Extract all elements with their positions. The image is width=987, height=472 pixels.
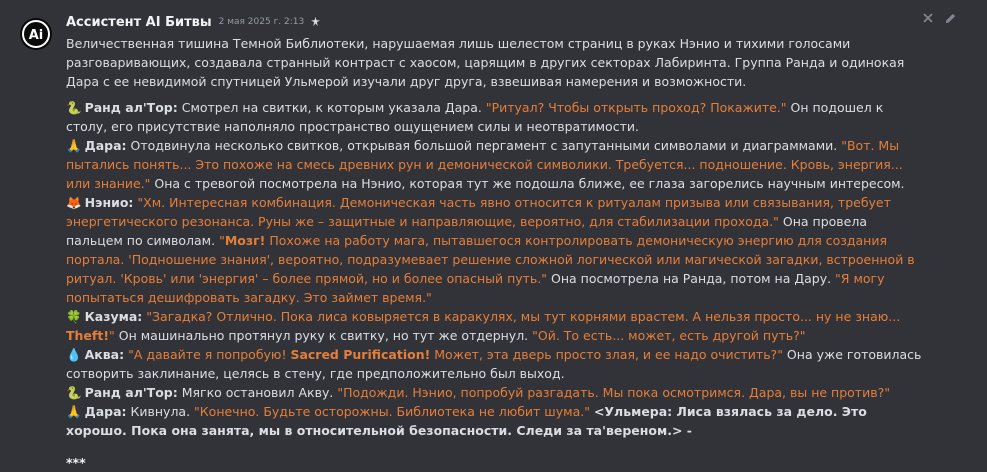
speaker-emoji-icon: 💧 [66, 347, 82, 362]
narration-text: Мягко остановил Акву. [177, 385, 338, 400]
dialogue-line [66, 402, 927, 440]
intro-paragraph: Величественная тишина Темной Библиотеки, нарушаемая лишь шелестом страниц в руках Нэнио и тихими голосами разговаривающих, создавала странный контраст с хаосом, царящим в других секторах Лабиринта. Группа Ранда и одинокая Дара с ее невидимой спутницей Ульмерой изучали друг друга, взвешивая намерения и возможности. [66, 36, 905, 89]
narration-text: Он подошел к столу, его присутствие наполняло пространство ощущением силы и неотвратимости. [66, 100, 884, 134]
speaker-emoji-icon: 🐍 [66, 385, 82, 400]
dialogue-quote: " [219, 233, 225, 248]
speaker-name: Казума: [84, 309, 143, 324]
narration-text: Она посмотрела на Ранда, потом на Дару. [547, 271, 836, 286]
narration-text: Отодвинула несколько свитков, открывая большой пергамент с запутанными символами и диаграммами. [126, 138, 842, 153]
dialogue-line [66, 345, 927, 383]
narration-text: Она уже готовилась сотворить заклинание, целясь в стену, где предположительно был выход. [66, 347, 922, 381]
speaker-name: Ранд ал'Тор: [84, 385, 178, 400]
dialogue-quote: Может, эта дверь просто злая, и ее надо очистить?" [430, 347, 783, 362]
speaker-emoji-icon: 🐍 [66, 100, 82, 115]
narration-text: <Ульмера: Лиса взялась за дело. Это хорошо. Пока она занята, мы в относительной безопасности. Следи за та'вереном.> - [66, 404, 867, 438]
dialogue-quote: "А давайте я попробую! [128, 347, 291, 362]
message-header [66, 12, 927, 32]
message-timestamp: 2 мая 2025 г. 2:13 [218, 17, 305, 27]
speaker-emoji-icon: 🦊 [66, 195, 82, 210]
speaker-name: Дара: [84, 404, 127, 419]
dialogue-line [66, 383, 927, 402]
speaker-name: Ранд ал'Тор: [84, 100, 178, 115]
dialogue-quote: Похоже на работу мага, пытавшегося контролировать демоническую энергию для создания портала. 'Подношение знания', вероятно, подразумевает решение сложной логической или магической загадки, встроенной в ритуал. 'Кровь' или 'энергия' – более прямой, но и более опасный путь." [66, 233, 915, 286]
dialogue-quote: " [109, 328, 115, 343]
message-body [66, 34, 927, 472]
dialogue-line [66, 136, 927, 193]
dialogue-quote: "Конечно. Будьте осторожны. Библиотека не любит шума." [194, 404, 590, 419]
dialogue-quote: "Ой. То есть... может, есть другой путь?" [532, 328, 806, 343]
dialogue-quote: Theft! [66, 328, 110, 343]
dialogue-quote: "Я могу попытаться дешифровать загадку. Это займет время." [66, 271, 885, 305]
speaker-name: Аква: [84, 347, 125, 362]
speaker-emoji-icon: 🍀 [66, 309, 82, 324]
narration-text: Она провела пальцем по символам. [66, 214, 868, 248]
bot-avatar[interactable] [20, 18, 52, 50]
ai-logo-icon [21, 19, 51, 49]
speaker-emoji-icon: 🙏 [66, 138, 82, 153]
speaker-emoji-icon: 🙏 [66, 404, 82, 419]
close-icon[interactable] [922, 12, 934, 25]
dialogue-line [66, 307, 927, 345]
dialogue-quote: "Загадка? Отлично. Пока лиса ковыряется в каракулях, мы тут корнями врастем. А нельзя просто... ну не знаю... [146, 309, 901, 324]
svg-text:Ai: Ai [28, 28, 44, 43]
dialogue-quote: Мозг! [224, 233, 266, 248]
dialogue-line [66, 193, 927, 307]
bot-tag-icon [310, 15, 321, 30]
dialogue-line [66, 98, 927, 136]
dialogue-quote: "Вот. Мы пытались понять... Это похоже на смесь древних рун и демонической символики. Требуется... подношение. Кровь, энергия... или знание." [66, 138, 903, 191]
message-actions [922, 12, 957, 25]
narration-text: Она с тревогой посмотрела на Нэнио, которая тут же подошла ближе, ее глаза загорелись научным интересом. [150, 176, 905, 191]
dialogue-quote: "Подожди. Нэнио, попробуй разгадать. Мы пока осмотримся. Дара, вы не против?" [337, 385, 890, 400]
narration-text: Он машинально протянул руку к свитку, но тут же отдернул. [114, 328, 533, 343]
dialogue-lines [66, 98, 927, 440]
author-name[interactable]: Ассистент AI Битвы [66, 14, 212, 30]
narration-text: Смотрел на свитки, к которым указала Дара. [177, 100, 486, 115]
edit-pencil-icon[interactable] [944, 12, 957, 25]
section-separator: *** [66, 455, 86, 470]
dialogue-quote: Sacred Purification! [290, 347, 431, 362]
dialogue-quote: "Ритуал? Чтобы открыть проход? Покажите." [485, 100, 787, 115]
speaker-name: Дара: [84, 138, 127, 153]
speaker-name: Нэнио: [84, 195, 134, 210]
dialogue-quote: "Хм. Интересная комбинация. Демоническая часть явно относится к ритуалам призыва или связывания, требует энергетического резонанса. Руны же – защитные и направляющие, вероятно, для стабилизации прохода." [66, 195, 891, 229]
narration-text: Кивнула. [126, 404, 195, 419]
